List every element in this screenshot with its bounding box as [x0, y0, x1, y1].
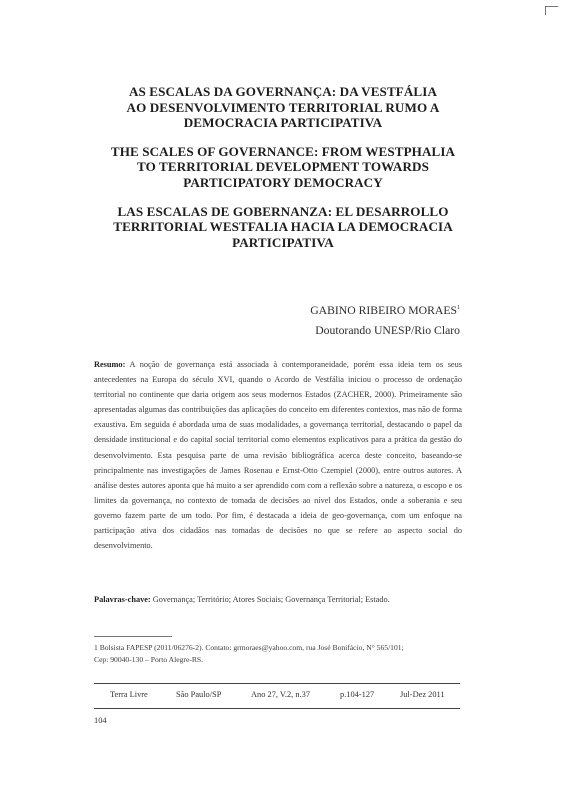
footnote-line: 1 Bolsista FAPESP (2011/06276-2). Contato: grmoraes@yahoo.com, rua José Bonifácio, N° 565/101;: [94, 643, 404, 652]
keywords-text: Governança; Território; Atores Sociais; Governança Territorial; Estado.: [152, 595, 390, 604]
page-corner-mark-icon: [545, 6, 558, 15]
footnote-mark: 1: [457, 305, 460, 311]
footnote-divider: [94, 636, 172, 637]
journal-date: Jul-Dez 2011: [400, 690, 445, 699]
title-line: DEMOCRACIA PARTICIPATIVA: [183, 115, 383, 131]
author-name: GABINO RIBEIRO MORAES: [310, 304, 457, 317]
keywords-label: Palavras-chave:: [94, 595, 151, 604]
journal-place: São Paulo/SP: [176, 690, 222, 699]
author-name-line: [310, 298, 460, 321]
title-line: AO DESENVOLVIMENTO TERRITORIAL RUMO A: [126, 99, 440, 115]
title-line: PARTICIPATORY DEMOCRACY: [183, 174, 383, 190]
footnote: [94, 642, 462, 666]
title-line: TO TERRITORIAL DEVELOPMENT TOWARDS: [137, 159, 429, 175]
title-line: PARTICIPATIVA: [232, 234, 334, 250]
title-line: AS ESCALAS DA GOVERNANÇA: DA VESTFÁLIA: [128, 84, 438, 99]
abstract-label: Resumo:: [94, 360, 126, 369]
title-line: THE SCALES OF GOVERNANCE: FROM WESTPHALIA: [110, 143, 456, 159]
abstract-text: A noção de governança está associada à contemporaneidade, porém essa ideia tem os seus antecedentes na Europa do século XVI, quando o Acordo de Vestfália iniciou o processo de ordenação territorial no continente que daria origem aos seus modernos Estados (ZACHER, 2000). Primeiramente são apresentadas algumas das contribuições das aplicações do conceito em diferentes contextos, mas não de forma exaustiva. Em seguida é abordada uma de suas modalidades, a governança territorial, destacando o papel da densidade institucional e do capital social territorial como elementos explicativos para a prática da gestão do desenvolvimento. Esta pesquisa parte de uma revisão bibliográfica acerca deste conceito, baseando-se principalmente nas investigações de James Rosenau e Ernst-Otto Czempiel (2000), entre outros autores. A análise destes autores aponta que há muito a ser aprendido com com a reflexão sobre a natureza, o escopo e os limites da governança, no contexto de tomada de decisões ao nível dos Estados, onde a soberania e seu governo fazem parte de um todo. Por fim, é destacada a ideia de geo-governança, com um enfoque na participação ativa dos cidadãos nas tomadas de decisões no que se refere ao aspecto social do desenvolvimento.: [94, 360, 462, 551]
title-english: [60, 144, 506, 191]
journal-name: Terra Livre: [110, 690, 148, 699]
author-affiliation: Doutorando UNESP/Rio Claro: [315, 324, 460, 337]
title-line: LAS ESCALAS DE GOBERNANZA: EL DESARROLLO: [117, 203, 449, 219]
author-block: [310, 298, 460, 341]
journal-info-bar: [94, 683, 460, 709]
journal-volume: Ano 27, V.2, n.37: [251, 690, 311, 699]
journal-pages: p.104-127: [340, 690, 375, 699]
title-block: [60, 84, 506, 263]
title-portuguese: [60, 84, 506, 131]
title-line: TERRITORIAL WESTFALIA HACIA LA DEMOCRACIA: [113, 219, 453, 235]
title-spanish: [60, 204, 506, 251]
keywords: [94, 592, 462, 607]
abstract: [94, 357, 462, 553]
footnote-line: Cep: 90040-130 – Porto Alegre-RS.: [94, 654, 204, 664]
page-number: 104: [94, 716, 107, 725]
